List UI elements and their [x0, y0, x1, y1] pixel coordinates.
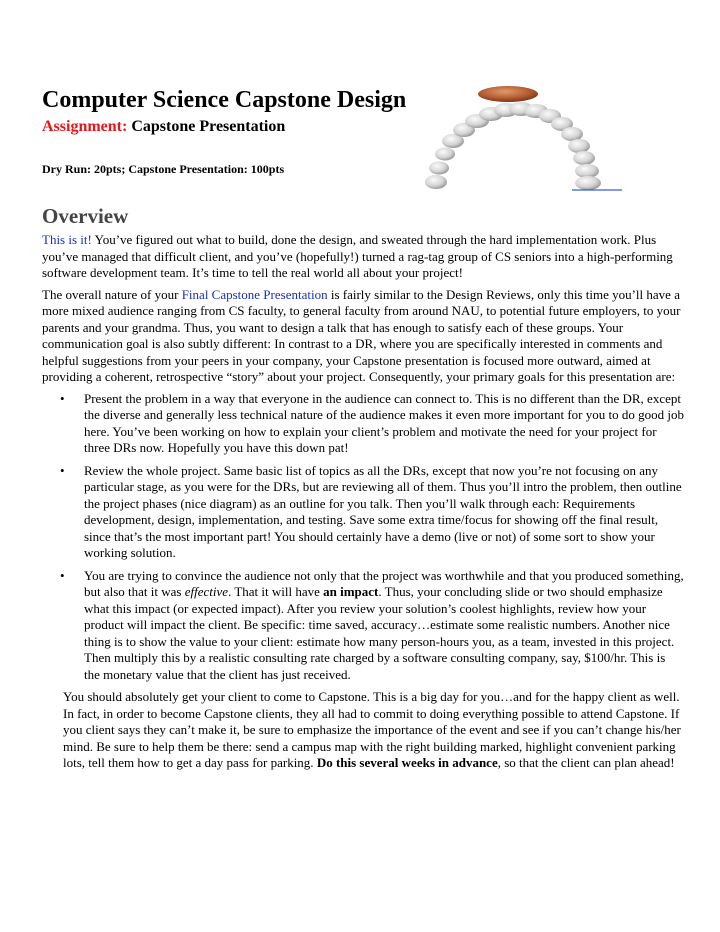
overview-body	[42, 232, 684, 777]
effective-emphasis: effective	[184, 584, 229, 599]
list-item-text: Present the problem in a way that everyone in the audience can connect to. This is no different than the DR, except the diverse and generally less technical nature of the audience makes it even more important for you to do good job here. You’ve been working on how to explain your client’s problem and motivate the need for your project for three DRs now. Hopefully you have this down pat!	[84, 390, 684, 455]
paragraph-2-rest: is fairly similar to the Design Reviews, only this time you’ll have a more mixed audience ranging from CS faculty, to general faculty from around NAU, to potential future employers, to your parents and your grandma. Thus, you want to design a talk that has enough to satisfy each of these groups. Your communication goal is also subtly different: In contrast to a DR, where you are specifically interested in comments and helpful suggestions from your peers in your company, your Capstone presentation is focused more outward, aimed at providing a coherent, retrospective “story” about your project. Consequently, your primary goals for this presentation are:	[42, 286, 681, 384]
overview-heading: Overview	[42, 204, 129, 228]
list-item	[42, 463, 684, 562]
final-capstone-presentation-link: Final Capstone Presentation	[181, 286, 328, 302]
points-line: Dry Run: 20pts; Capstone Presentation: 100pts	[42, 162, 285, 176]
this-is-it-lead: This is it!	[42, 232, 92, 247]
paragraph-1-text: You’ve figured out what to build, done the design, and sweated through the hard implementation work. Plus you’ve managed that difficult client, and you’ve (hopefully!) turned a rag-tag group of CS seniors into a high-performing software development team. It’s time to tell the real world all about your project!	[42, 232, 673, 280]
overview-paragraph-1	[42, 232, 684, 282]
do-this-advance-strong: Do this several weeks in advance	[316, 755, 498, 770]
paragraph-2-start: The overall nature of your	[42, 286, 182, 302]
closing-text-end: , so that the client can plan ahead!	[497, 755, 675, 770]
bullet-icon: •	[60, 567, 65, 583]
assignment-line	[42, 117, 285, 137]
list-item	[42, 568, 684, 684]
document-title: Computer Science Capstone Design	[42, 87, 407, 113]
goals-list	[42, 391, 684, 684]
list-item-text: . That it will have	[228, 584, 324, 599]
list-item-text: You are trying to convince the audience not only that the project was worthwhile and that you produced something, but also that it was	[84, 567, 684, 599]
closing-text: You should absolutely get your client to come to Capstone. This is a big day for you…and for the happy client as well. In fact, in order to become Capstone clients, they all had to commit to doing everything possible to attend Capstone. If you client says they can’t make it, be sure to emphasize the importance of the event and see if you can’t change his/her mind. Be sure to help them be there: send a campus map with the right building marked, highlight convenient parking lots, tell them how to get a day pass for parking.	[63, 689, 681, 770]
an-impact-strong: an impact	[323, 584, 379, 599]
list-item-text: Review the whole project. Same basic list of topics as all the DRs, except that now you’re not focusing on any particular stage, as you were for the DRs, but are reviewing all of them. Thus you’ll intro the problem, then outline the project phases (nice diagram) as an outline for you talk. Then you’ll walk through each: Requirements development, design, implementation, and testing. Save some extra time/focus for showing off the final result, since that’s the most important part! You should certainly have a demo (live or not) of some sort to show your working solution.	[84, 462, 682, 560]
list-item-text: . Thus, your concluding slide or two should emphasize what this impact (or expected impact). After you review your solution’s coolest highlights, review how your product will impact the client. Be specific: time saved, accuracy…estimate some realistic numbers. Another nice thing is to show the value to your client: estimate how many person-hours you, as a team, invested in this project. Then multiply this by a realistic consulting rate charged by a software consulting company, say, $100/hr. This is the monetary value that the client has just received.	[84, 584, 675, 682]
closing-paragraph	[63, 689, 684, 772]
balanced-stones-arch-image	[422, 82, 628, 194]
list-item	[42, 391, 684, 457]
bullet-icon: •	[60, 390, 65, 406]
assignment-name: Capstone Presentation	[131, 118, 286, 135]
assignment-label: Assignment:	[42, 118, 128, 135]
overview-paragraph-2	[42, 287, 684, 386]
bullet-icon: •	[60, 462, 65, 478]
